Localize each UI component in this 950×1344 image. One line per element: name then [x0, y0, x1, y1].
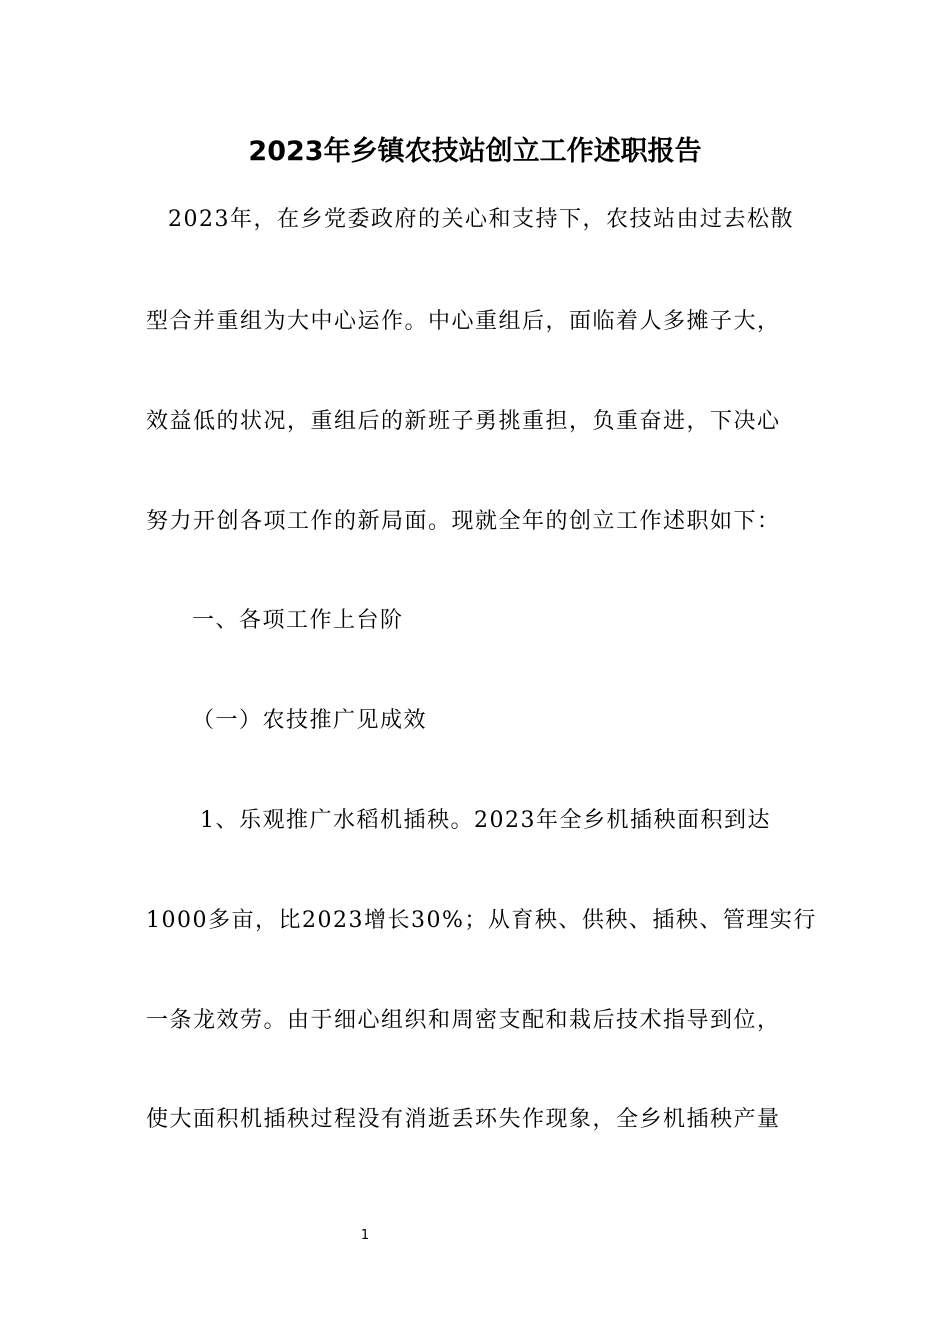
paragraph-line-3: 效益低的状况，重组后的新班子勇挑重担，负重奋进，下决心	[146, 409, 781, 434]
section-heading-1: 一、各项工作上台阶	[192, 608, 404, 633]
page-number: 1	[360, 1228, 370, 1243]
paragraph-line-1: 2023年，在乡党委政府的关心和支持下，农技站由过去松散	[168, 207, 794, 232]
paragraph-line-8: 使大面积机插秧过程没有消逝丢环失作现象，全乡机插秧产量	[146, 1107, 781, 1132]
paragraph-line-5: 1、乐观推广水稻机插秧。2023年全乡机插秧面积到达	[200, 808, 771, 833]
paragraph-line-2: 型合并重组为大中心运作。中心重组后，面临着人多摊子大，	[146, 309, 781, 334]
paragraph-line-7: 一条龙效劳。由于细心组织和周密支配和栽后技术指导到位，	[146, 1008, 781, 1033]
document-title: 2023年乡镇农技站创立工作述职报告	[248, 136, 702, 167]
subsection-heading-1: （一）农技推广见成效	[192, 708, 428, 733]
paragraph-line-6: 1000多亩，比2023增长30%；从育秧、供秧、插秧、管理实行	[146, 908, 817, 933]
paragraph-line-4: 努力开创各项工作的新局面。现就全年的创立工作述职如下：	[146, 509, 781, 534]
